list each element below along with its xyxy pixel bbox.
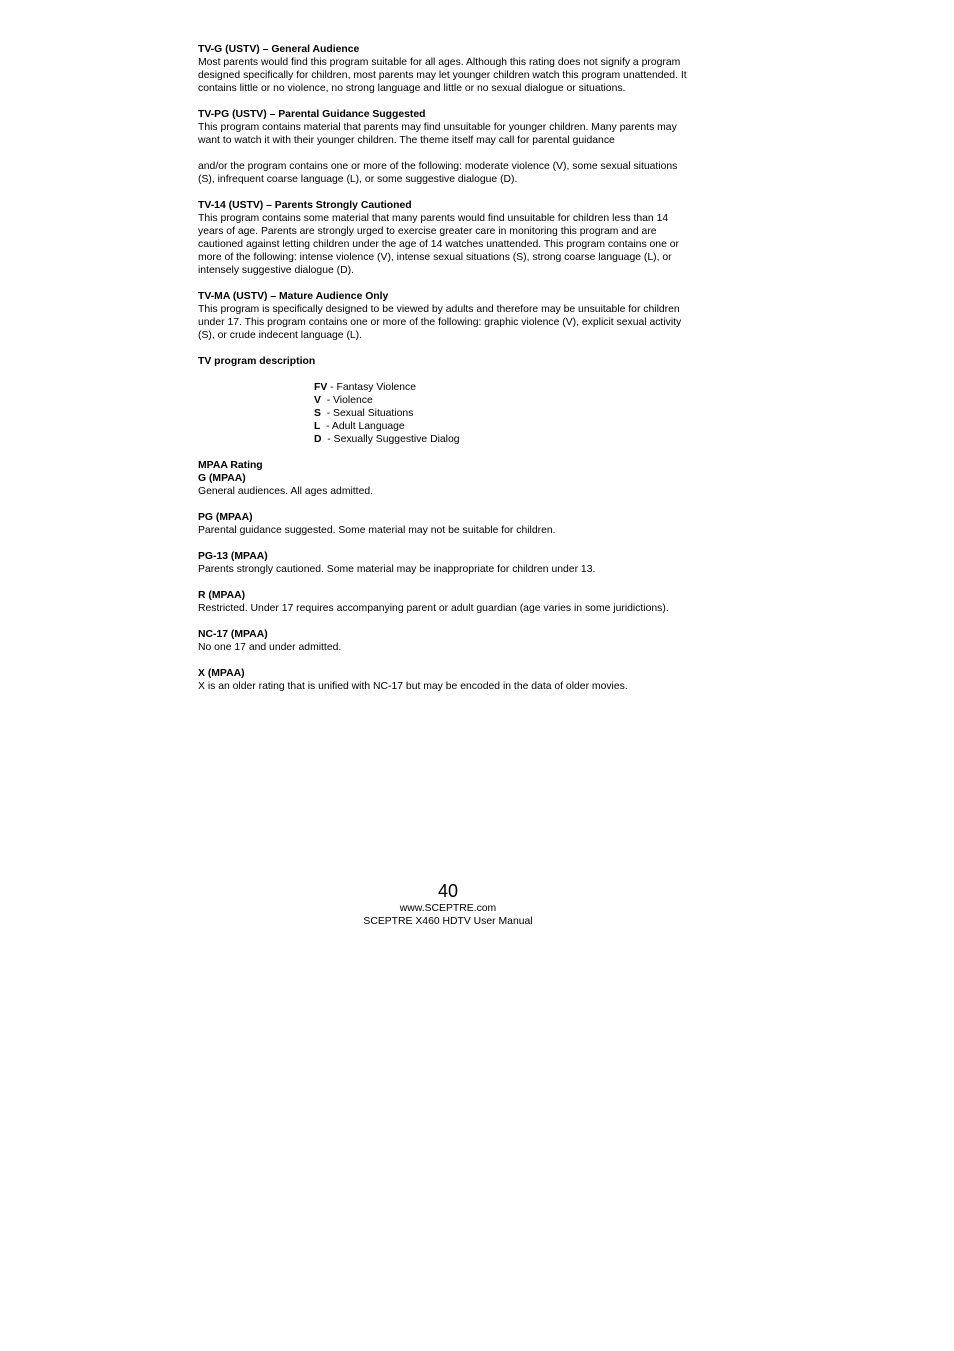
- code-label: - Adult Language: [320, 421, 405, 432]
- rating-heading: NC-17 (MPAA): [198, 629, 268, 640]
- page-footer: [0, 880, 896, 928]
- rating-body: Restricted. Under 17 requires accompanying parent or adult guardian (age varies in some juridictions).: [198, 603, 669, 614]
- code-row-d: [314, 433, 694, 446]
- section-heading: TV-MA (USTV) – Mature Audience Only: [198, 291, 389, 302]
- rating-heading: X (MPAA): [198, 668, 245, 679]
- section-body: Most parents would find this program suitable for all ages. Although this rating does not signify a program designed specifically for children, most parents may let younger children watch this program unattended. It contains little or no violence, no strong language and little or no sexual dialogue or situations.: [198, 57, 687, 94]
- code-label: - Fantasy Violence: [327, 382, 417, 393]
- code-label: - Violence: [320, 395, 373, 406]
- page-number: 40: [437, 881, 459, 901]
- code-key: FV: [314, 382, 328, 393]
- rating-body: X is an older rating that is unified with NC-17 but may be encoded in the data of older movies.: [198, 681, 628, 692]
- section-body: This program contains some material that many parents would find unsuitable for children less than 14 years of age. Parents are strongly urged to exercise greater care in monitoring this program and are cautioned against letting children under the age of 14 watches unattended. This program contains one or more of the following: intense violence (V), intense sexual situations (S), strong coarse language (L), or intensely suggestive dialogue (D).: [198, 213, 679, 276]
- code-row-l: [314, 420, 694, 433]
- section-body: This program is specifically designed to be viewed by adults and therefore may be unsuitable for children under 17. This program contains one or more of the following: graphic violence (V), explicit sexual activity (S), or crude indecent language (L).: [198, 304, 682, 341]
- code-key: V: [314, 395, 321, 406]
- tv-program-description: [198, 355, 694, 446]
- footer-website: www.SCEPTRE.com: [399, 903, 497, 914]
- code-key: S: [314, 408, 321, 419]
- rating-body: No one 17 and under admitted.: [198, 642, 342, 653]
- code-label: - Sexual Situations: [320, 408, 414, 419]
- section-heading: TV-PG (USTV) – Parental Guidance Suggested: [198, 109, 426, 120]
- document-page: [198, 43, 694, 693]
- footer-manual-title: SCEPTRE X460 HDTV User Manual: [363, 916, 533, 927]
- rating-heading: R (MPAA): [198, 590, 246, 601]
- rating-body: General audiences. All ages admitted.: [198, 486, 374, 497]
- rating-body: Parental guidance suggested. Some material may not be suitable for children.: [198, 525, 556, 536]
- section-tv-g: [198, 43, 694, 95]
- code-row-v: [314, 394, 694, 407]
- mpaa-rating-section: [198, 459, 694, 693]
- rating-body: Parents strongly cautioned. Some material may be inappropriate for children under 13.: [198, 564, 596, 575]
- description-code-list: [314, 381, 694, 446]
- rating-heading: PG (MPAA): [198, 512, 253, 523]
- section-tv-ma: [198, 290, 694, 342]
- rating-heading: G (MPAA): [198, 473, 246, 484]
- section-heading: TV-G (USTV) – General Audience: [198, 44, 360, 55]
- section-tv-pg: [198, 108, 694, 186]
- mpaa-heading: MPAA Rating: [198, 460, 263, 471]
- code-row-s: [314, 407, 694, 420]
- code-key: D: [314, 434, 322, 445]
- description-heading: TV program description: [198, 356, 316, 367]
- section-tv-14: [198, 199, 694, 277]
- code-row-fv: [314, 381, 694, 394]
- code-key: L: [314, 421, 321, 432]
- section-body-continued: and/or the program contains one or more of the following: moderate violence (V), some sexual situations (S), infrequent coarse language (L), or some suggestive dialogue (D).: [198, 161, 678, 185]
- section-body: This program contains material that parents may find unsuitable for younger children. Many parents may want to watch it with their younger children. The theme itself may call for parental guidance: [198, 122, 677, 146]
- section-heading: TV-14 (USTV) – Parents Strongly Cautioned: [198, 200, 412, 211]
- code-label: - Sexually Suggestive Dialog: [321, 434, 460, 445]
- rating-heading: PG-13 (MPAA): [198, 551, 268, 562]
